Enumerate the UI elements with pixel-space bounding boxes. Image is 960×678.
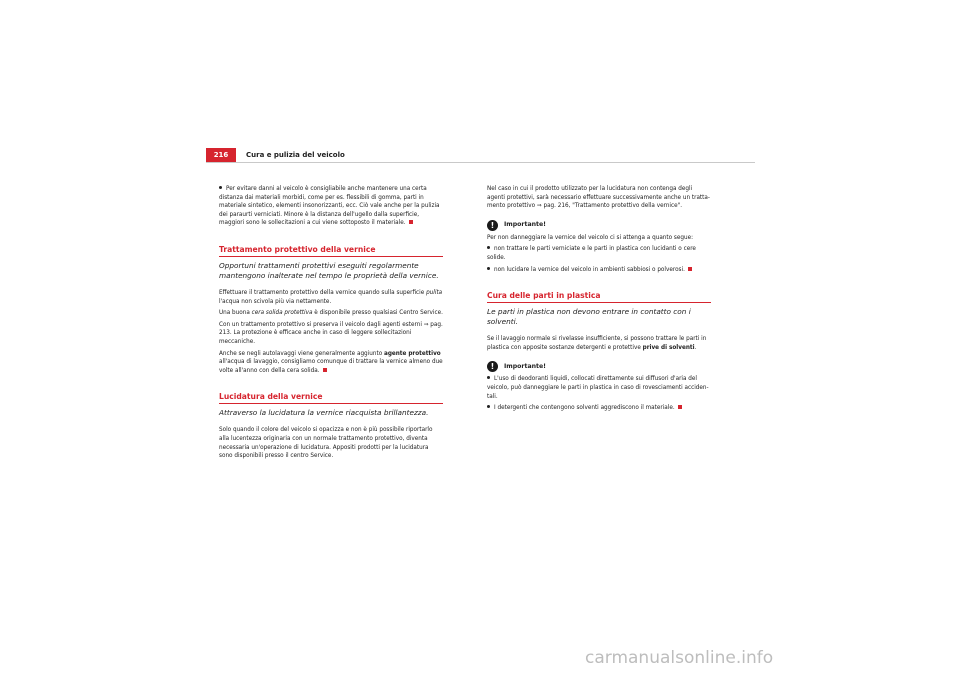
section-end-square-icon — [409, 220, 413, 224]
intro-text: Per evitare danni al veicolo è consigliabile anche mantenere una certa distanza dai materiali morbidi, come per es. flessibili di gomma, parti in materiale sintetico, elementi insonorizzanti, ecc. Ciò vale anche per la pulizia dei paraurti verniciati. Minore è la distanza dell'ugello dalla superficie, maggiori sono le sollecitazioni a cui viene sottoposto il materiale. — [219, 186, 440, 227]
paragraph — [219, 350, 443, 376]
text: l'acqua non scivola più via nettamente. — [219, 298, 332, 305]
list-item — [487, 245, 711, 262]
page-header — [206, 148, 755, 162]
section-subtitle: Le parti in plastica non devono entrare in contatto con i solventi. — [487, 307, 691, 327]
text: non lucidare la vernice del veicolo in ambienti sabbiosi o polverosi. — [494, 266, 685, 273]
chapter-title: Cura e pulizia del veicolo — [246, 151, 345, 159]
left-column — [219, 185, 443, 464]
paragraph: Solo quando il colore del veicolo si opacizza e non è più possibile riportarlo alla lucentezza originaria con un normale trattamento protettivo, diventa necessaria un'operazione di lucidatura. Appositi prodotti per la lucidatura sono disponibili presso il centro Service. — [219, 427, 433, 460]
bullet-dot-icon — [487, 246, 490, 249]
watermark: carmanualsonline.info — [585, 648, 774, 668]
page-number: 216 — [206, 148, 236, 162]
bullet-dot-icon — [487, 376, 490, 379]
right-column — [487, 185, 711, 416]
section-end-square-icon — [688, 267, 692, 271]
important-note — [487, 220, 711, 231]
paragraph: Con un trattamento protettivo si preserva il veicolo dagli agenti esterni ⇒ pag. 213. La protezione è efficace anche in caso di leggere sollecitazioni meccaniche. — [219, 321, 443, 345]
section-end-square-icon — [323, 368, 327, 372]
section-rule — [219, 256, 443, 257]
text: . — [694, 344, 697, 351]
bold-text: prive di solventi — [642, 344, 695, 351]
list-item — [487, 404, 711, 413]
text: L'uso di deodoranti liquidi, collocati direttamente sui diffusori d'aria del veicolo, può danneggiare le parti in plastica in caso di rovesciamenti acciden-tali. — [487, 376, 709, 400]
important-note — [487, 361, 711, 372]
section-rule — [219, 403, 443, 404]
text: all'acqua di lavaggio, consigliamo comunque di trattare la vernice almeno due volte all'anno con della cera solida. — [219, 359, 443, 374]
important-title: Importante! — [504, 362, 546, 370]
paragraph — [487, 335, 711, 352]
text: non trattare le parti verniciate e le parti in plastica con lucidanti o cere solide. — [487, 246, 696, 261]
paragraph — [219, 289, 443, 306]
section-subtitle: Attraverso la lucidatura la vernice riacquista brillantezza. — [219, 408, 429, 418]
bullet-dot-icon — [487, 405, 490, 408]
text: è disponibile presso qualsiasi Centro Service. — [312, 310, 443, 317]
section-title-polishing: Lucidatura della vernice — [219, 392, 323, 402]
header-rule — [206, 162, 755, 163]
section-rule — [487, 302, 711, 303]
paragraph: Per non danneggiare la vernice del veicolo ci si attenga a quanto segue: — [487, 234, 694, 241]
section-title-plastic-care: Cura delle parti in plastica — [487, 291, 601, 301]
list-item — [487, 375, 711, 401]
paragraph: Nel caso in cui il prodotto utilizzato per la lucidatura non contenga degli agenti protettivi, sarà necessario effettuare successivamente anche un tratta-mento protettivo ⇒ pag. 216, "Trattamento protettivo della vernice". — [487, 186, 710, 210]
section-subtitle: Opportuni trattamenti protettivi eseguiti regolarmente mantengono inalterate nel tempo le proprietà della vernice. — [219, 260, 439, 280]
text: I detergenti che contengono solventi aggrediscono il materiale. — [494, 405, 675, 412]
exclamation-circle-icon: ! — [487, 220, 498, 231]
exclamation-circle-icon: ! — [487, 361, 498, 372]
section-title-paint-protection: Trattamento protettivo della vernice — [219, 244, 376, 254]
list-item — [487, 266, 711, 275]
bullet-dot-icon — [219, 186, 222, 189]
text: Se il lavaggio normale si rivelasse insufficiente, si possono trattare le parti in plastica con apposite sostanze detergenti e protettive — [487, 336, 707, 351]
section-end-square-icon — [678, 405, 682, 409]
intro-bullet — [219, 185, 443, 228]
text: Effettuare il trattamento protettivo della vernice quando sulla superficie — [219, 289, 427, 296]
text: Una buona — [219, 310, 252, 317]
paragraph — [219, 309, 443, 318]
bullet-dot-icon — [487, 267, 490, 270]
text: Anche se negli autolavaggi viene generalmente aggiunto — [219, 350, 384, 357]
bold-text: agente protettivo — [383, 350, 441, 357]
italic-text: cera solida protettiva — [251, 310, 313, 317]
italic-text: pulita — [426, 289, 443, 296]
important-title: Importante! — [504, 220, 546, 228]
